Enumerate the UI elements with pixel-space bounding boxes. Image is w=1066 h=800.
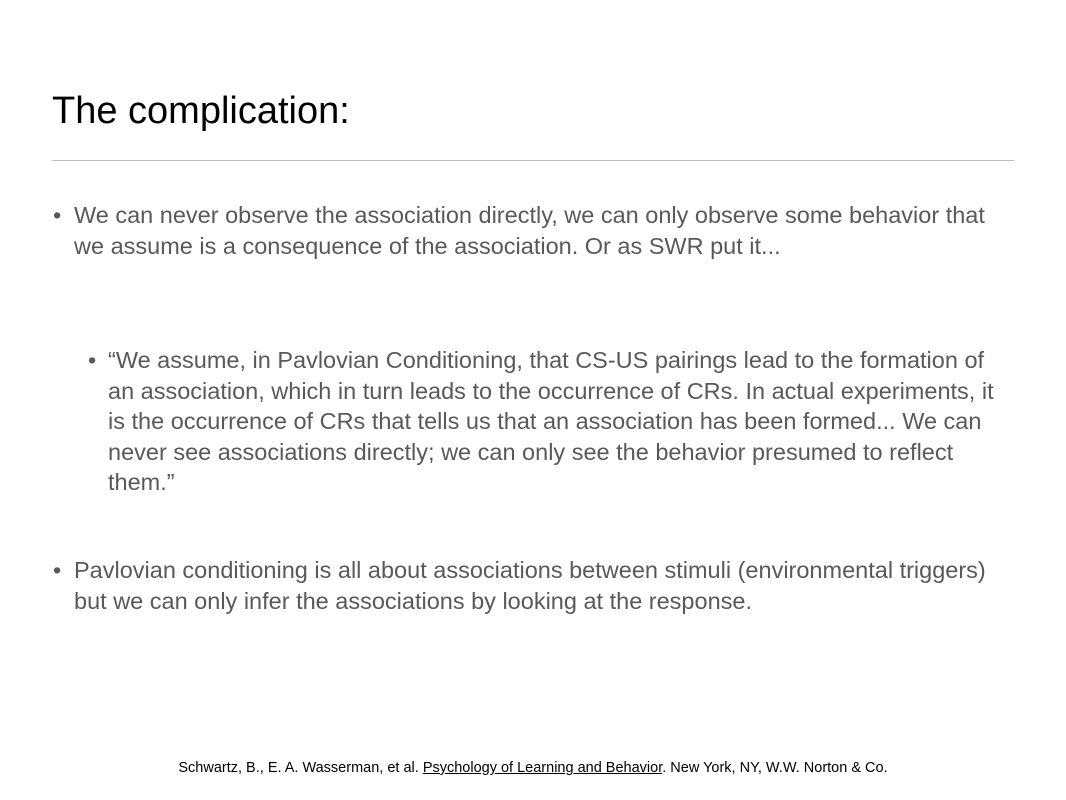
citation-publisher: . New York, NY, W.W. Norton & Co.: [662, 760, 888, 776]
bullet-item: [53, 200, 1013, 261]
bullet-text: We can never observe the association directly, we can only observe some behavior that we assume is a consequence of the association. Or as SWR put it...: [74, 202, 985, 259]
bullet-marker: •: [88, 347, 97, 373]
title-divider: [52, 160, 1014, 161]
citation: [0, 758, 1046, 778]
citation-book-title: Psychology of Learning and Behavior: [422, 760, 663, 776]
bullet-text: Pavlovian conditioning is all about associations between stimuli (environmental triggers) but we can only infer the associations by looking at the response.: [74, 557, 986, 614]
bullet-marker: •: [53, 202, 62, 228]
bullet-marker: •: [53, 557, 62, 583]
sub-bullet-item-quote: [88, 345, 1013, 498]
slide-title: The complication:: [52, 90, 350, 132]
bullet-text: “We assume, in Pavlovian Conditioning, that CS-US pairings lead to the formation of an association, which in turn leads to the occurrence of CRs. In actual experiments, it is the occurrence of CRs that tells us that an association has been formed... We can never see associations directly; we can only see the behavior presumed to reflect them.”: [108, 347, 994, 495]
bullet-item: [53, 555, 1013, 616]
citation-authors: Schwartz, B., E. A. Wasserman, et al.: [178, 760, 423, 776]
